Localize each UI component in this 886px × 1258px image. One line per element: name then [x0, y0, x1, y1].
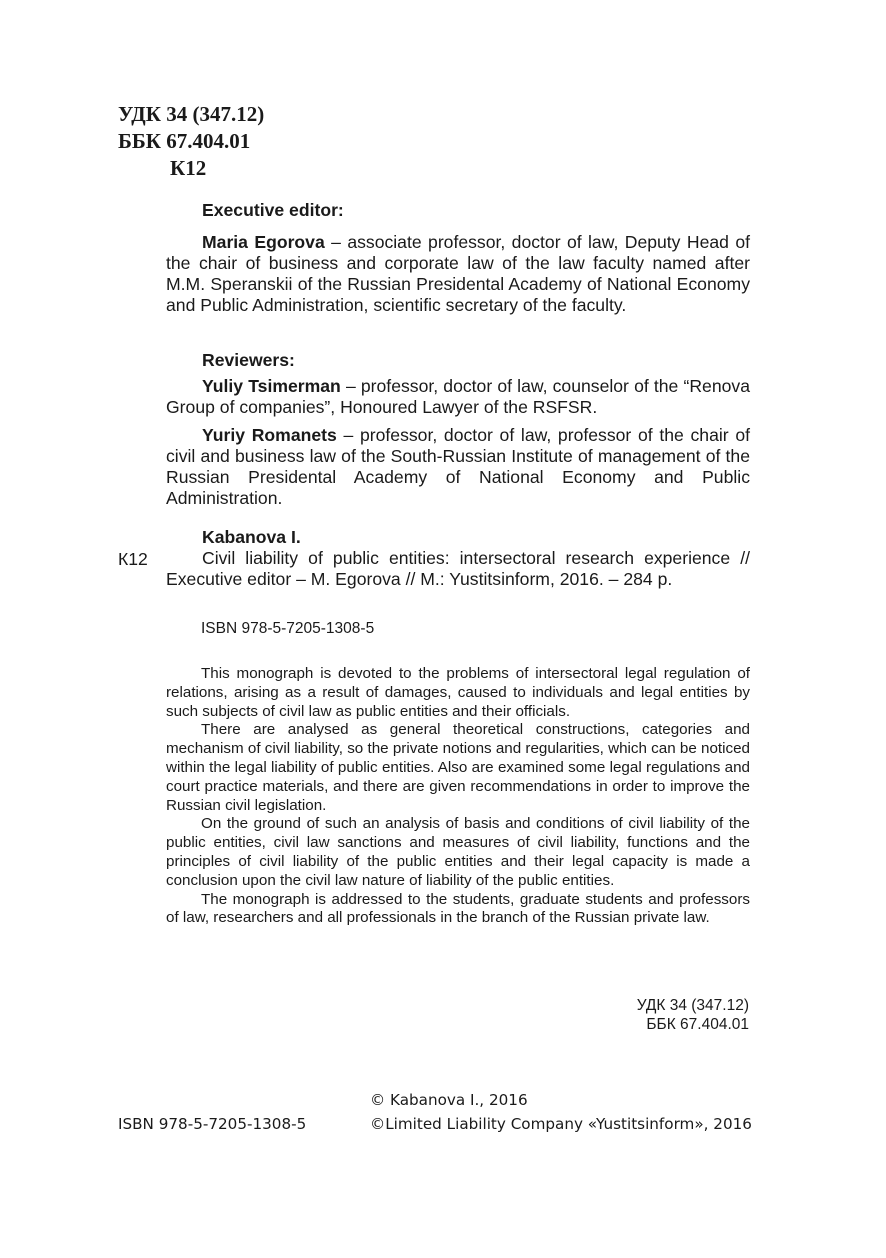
executive-editor-section	[166, 200, 750, 316]
reviewer-description: – professor, doctor of law, counselor of the “Renova Group of companies”, Honoured Lawyer of the RSFSR.	[166, 376, 750, 417]
reviewer-name: Yuriy Romanets	[202, 425, 337, 445]
abstract-paragraph: There are analysed as general theoretical constructions, categories and mechanism of civil liability, so the private notions and regularities, which can be noticed within the legal liability of public entities. Also are examined some legal regulations and court practice materials, and there are given recommendations in order to improve the Russian civil legislation.	[166, 721, 750, 814]
executive-editor-description: – associate professor, doctor of law, Deputy Head of the chair of business and corporate law of the law faculty named after M.M. Speranskii of the Russian Presidental Academy of National Economy and Public Administration, scientific secretary of the faculty.	[166, 232, 750, 315]
abstract-paragraph: This monograph is devoted to the problems of intersectoral legal regulation of relations, arising as a result of damages, caused to individuals and legal entities by such subjects of civil law as public entities and their officials.	[166, 665, 750, 720]
citation-author: Kabanova I.	[202, 527, 301, 547]
reviewer-description: – professor, doctor of law, professor of the chair of civil and business law of the South-Russian Institute of management of the Russian Presidental Academy of National Economy and Public Administration.	[166, 425, 750, 508]
reviewer-entry	[166, 425, 750, 509]
reviewer-name: Yuliy Tsimerman	[202, 376, 341, 396]
udk-code-right: УДК 34 (347.12)	[636, 997, 749, 1014]
citation-text: Civil liability of public entities: intersectoral research experience // Executive editor – M. Egorova // M.: Yustitsinform, 2016. – 284 p.	[166, 548, 750, 589]
citation-section	[166, 527, 750, 590]
executive-editor-name: Maria Egorova	[202, 232, 325, 252]
classification-right	[637, 996, 749, 1034]
copyright-block	[370, 1088, 752, 1136]
reviewers-section	[166, 350, 750, 509]
citation-mark: К12	[118, 549, 148, 569]
abstract-paragraph: The monograph is addressed to the students, graduate students and professors of law, researchers and all professionals in the branch of the Russian private law.	[166, 890, 750, 927]
abstract-paragraph: On the ground of such an analysis of basis and conditions of civil liability of the public entities, civil law sanctions and measures of civil liability, functions and the principles of civil liability of the public entities and their legal capacity is made a conclusion upon the civil law nature of liability of the public entities.	[166, 815, 750, 889]
copyright-author: © Kabanova I., 2016	[370, 1091, 528, 1109]
copyright-publisher: ©Limited Liability Company «Yustitsinform», 2016	[370, 1115, 752, 1133]
isbn-line: ISBN 978-5-7205-1308-5	[201, 620, 375, 637]
abstract	[166, 665, 750, 928]
isbn-bottom: ISBN 978-5-7205-1308-5	[118, 1115, 307, 1133]
classification-codes	[118, 101, 264, 182]
bbk-code: ББК 67.404.01	[118, 129, 251, 153]
reviewers-heading: Reviewers:	[202, 350, 295, 370]
udk-code: УДК 34 (347.12)	[118, 102, 265, 126]
bbk-code-right: ББК 67.404.01	[646, 1016, 749, 1033]
reviewer-entry	[166, 376, 750, 418]
executive-editor-heading: Executive editor:	[202, 200, 344, 220]
executive-editor-entry	[166, 232, 750, 316]
author-mark: К12	[170, 156, 207, 180]
